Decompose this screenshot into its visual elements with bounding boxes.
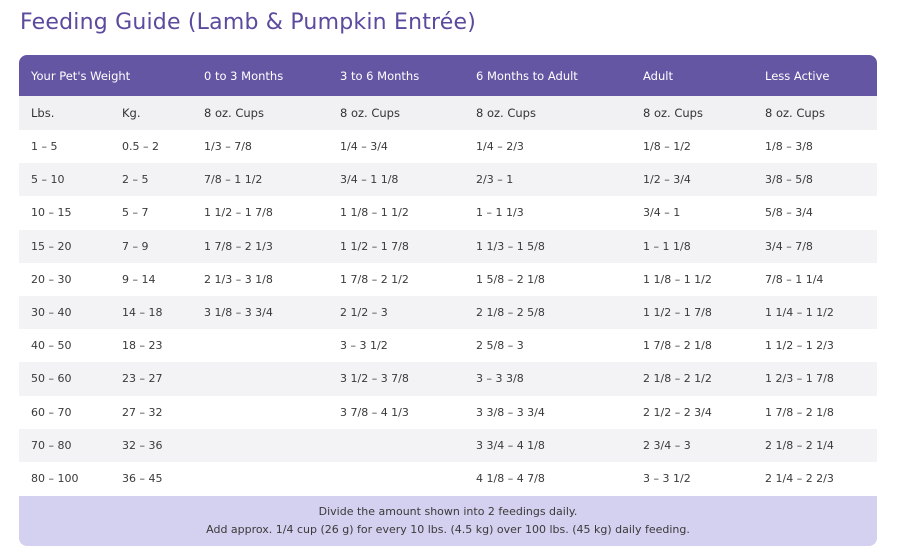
cell-kg: 23 – 27 <box>110 362 192 395</box>
cell-less-active: 3/8 – 5/8 <box>753 163 877 196</box>
unit-cups: 8 oz. Cups <box>753 96 877 130</box>
table-row <box>19 296 877 329</box>
cell-adult: 2 1/2 – 2 3/4 <box>631 396 753 429</box>
cell-lbs: 80 – 100 <box>19 462 110 495</box>
cell-lbs: 20 – 30 <box>19 263 110 296</box>
cell-3-6-months: 2 1/2 – 3 <box>328 296 464 329</box>
table-row <box>19 263 877 296</box>
cell-lbs: 40 – 50 <box>19 329 110 362</box>
unit-cups: 8 oz. Cups <box>464 96 631 130</box>
cell-6-months-adult: 2 5/8 – 3 <box>464 329 631 362</box>
page-title: Feeding Guide (Lamb & Pumpkin Entrée) <box>20 10 477 35</box>
cell-less-active: 3/4 – 7/8 <box>753 230 877 263</box>
cell-lbs: 30 – 40 <box>19 296 110 329</box>
table-row <box>19 230 877 263</box>
cell-less-active: 1 1/2 – 1 2/3 <box>753 329 877 362</box>
cell-lbs: 1 – 5 <box>19 130 110 163</box>
header-less-active: Less Active <box>753 55 877 96</box>
cell-kg: 14 – 18 <box>110 296 192 329</box>
table-row <box>19 429 877 462</box>
unit-lbs: Lbs. <box>19 96 110 130</box>
cell-3-6-months: 3/4 – 1 1/8 <box>328 163 464 196</box>
footer-line-2: Add approx. 1/4 cup (26 g) for every 10 lbs. (4.5 kg) over 100 lbs. (45 kg) daily feeding. <box>206 523 690 536</box>
cell-3-6-months: 1 1/2 – 1 7/8 <box>328 230 464 263</box>
cell-less-active: 2 1/4 – 2 2/3 <box>753 462 877 495</box>
unit-kg: Kg. <box>110 96 192 130</box>
cell-6-months-adult: 1/4 – 2/3 <box>464 130 631 163</box>
cell-3-6-months: 1 1/8 – 1 1/2 <box>328 196 464 229</box>
cell-kg: 7 – 9 <box>110 230 192 263</box>
cell-adult: 1 1/8 – 1 1/2 <box>631 263 753 296</box>
cell-less-active: 7/8 – 1 1/4 <box>753 263 877 296</box>
cell-less-active: 5/8 – 3/4 <box>753 196 877 229</box>
header-weight: Your Pet's Weight <box>19 55 192 96</box>
cell-kg: 5 – 7 <box>110 196 192 229</box>
cell-kg: 27 – 32 <box>110 396 192 429</box>
cell-6-months-adult: 3 – 3 3/8 <box>464 362 631 395</box>
footer-line-1: Divide the amount shown into 2 feedings daily. <box>318 505 578 518</box>
table-row <box>19 396 877 429</box>
cell-3-6-months: 1 7/8 – 2 1/2 <box>328 263 464 296</box>
unit-cups: 8 oz. Cups <box>192 96 328 130</box>
units-row <box>19 96 877 130</box>
cell-kg: 32 – 36 <box>110 429 192 462</box>
feeding-table-container <box>19 55 877 546</box>
cell-less-active: 1 2/3 – 1 7/8 <box>753 362 877 395</box>
cell-3-6-months <box>328 462 464 495</box>
cell-lbs: 50 – 60 <box>19 362 110 395</box>
cell-0-3-months <box>192 329 328 362</box>
cell-0-3-months: 3 1/8 – 3 3/4 <box>192 296 328 329</box>
cell-adult: 2 1/8 – 2 1/2 <box>631 362 753 395</box>
cell-less-active: 1/8 – 3/8 <box>753 130 877 163</box>
cell-6-months-adult: 3 3/8 – 3 3/4 <box>464 396 631 429</box>
cell-3-6-months: 3 – 3 1/2 <box>328 329 464 362</box>
cell-adult: 1 7/8 – 2 1/8 <box>631 329 753 362</box>
header-0-3-months: 0 to 3 Months <box>192 55 328 96</box>
cell-0-3-months: 1 7/8 – 2 1/3 <box>192 230 328 263</box>
cell-adult: 1 – 1 1/8 <box>631 230 753 263</box>
cell-0-3-months <box>192 396 328 429</box>
cell-adult: 2 3/4 – 3 <box>631 429 753 462</box>
header-adult: Adult <box>631 55 753 96</box>
cell-0-3-months <box>192 362 328 395</box>
table-row <box>19 362 877 395</box>
cell-0-3-months: 1/3 – 7/8 <box>192 130 328 163</box>
cell-lbs: 15 – 20 <box>19 230 110 263</box>
unit-cups: 8 oz. Cups <box>328 96 464 130</box>
cell-3-6-months: 1/4 – 3/4 <box>328 130 464 163</box>
cell-less-active: 1 7/8 – 2 1/8 <box>753 396 877 429</box>
cell-less-active: 1 1/4 – 1 1/2 <box>753 296 877 329</box>
table-footer-note <box>19 496 877 546</box>
cell-lbs: 5 – 10 <box>19 163 110 196</box>
cell-kg: 36 – 45 <box>110 462 192 495</box>
cell-0-3-months: 7/8 – 1 1/2 <box>192 163 328 196</box>
cell-adult: 3/4 – 1 <box>631 196 753 229</box>
cell-3-6-months <box>328 429 464 462</box>
cell-adult: 1/8 – 1/2 <box>631 130 753 163</box>
table-row <box>19 163 877 196</box>
table-row <box>19 196 877 229</box>
cell-lbs: 70 – 80 <box>19 429 110 462</box>
cell-3-6-months: 3 7/8 – 4 1/3 <box>328 396 464 429</box>
cell-6-months-adult: 3 3/4 – 4 1/8 <box>464 429 631 462</box>
cell-6-months-adult: 1 – 1 1/3 <box>464 196 631 229</box>
cell-6-months-adult: 2 1/8 – 2 5/8 <box>464 296 631 329</box>
cell-0-3-months: 2 1/3 – 3 1/8 <box>192 263 328 296</box>
header-3-6-months: 3 to 6 Months <box>328 55 464 96</box>
cell-0-3-months: 1 1/2 – 1 7/8 <box>192 196 328 229</box>
table-row <box>19 462 877 495</box>
table-row <box>19 329 877 362</box>
unit-cups: 8 oz. Cups <box>631 96 753 130</box>
cell-less-active: 2 1/8 – 2 1/4 <box>753 429 877 462</box>
feeding-table <box>19 55 877 495</box>
cell-kg: 0.5 – 2 <box>110 130 192 163</box>
cell-0-3-months <box>192 462 328 495</box>
cell-6-months-adult: 4 1/8 – 4 7/8 <box>464 462 631 495</box>
cell-3-6-months: 3 1/2 – 3 7/8 <box>328 362 464 395</box>
header-6-months-adult: 6 Months to Adult <box>464 55 631 96</box>
cell-adult: 1/2 – 3/4 <box>631 163 753 196</box>
cell-0-3-months <box>192 429 328 462</box>
cell-lbs: 60 – 70 <box>19 396 110 429</box>
cell-adult: 3 – 3 1/2 <box>631 462 753 495</box>
cell-6-months-adult: 2/3 – 1 <box>464 163 631 196</box>
cell-lbs: 10 – 15 <box>19 196 110 229</box>
cell-6-months-adult: 1 1/3 – 1 5/8 <box>464 230 631 263</box>
table-row <box>19 130 877 163</box>
table-header-row <box>19 55 877 96</box>
cell-6-months-adult: 1 5/8 – 2 1/8 <box>464 263 631 296</box>
cell-kg: 2 – 5 <box>110 163 192 196</box>
cell-kg: 18 – 23 <box>110 329 192 362</box>
cell-adult: 1 1/2 – 1 7/8 <box>631 296 753 329</box>
cell-kg: 9 – 14 <box>110 263 192 296</box>
